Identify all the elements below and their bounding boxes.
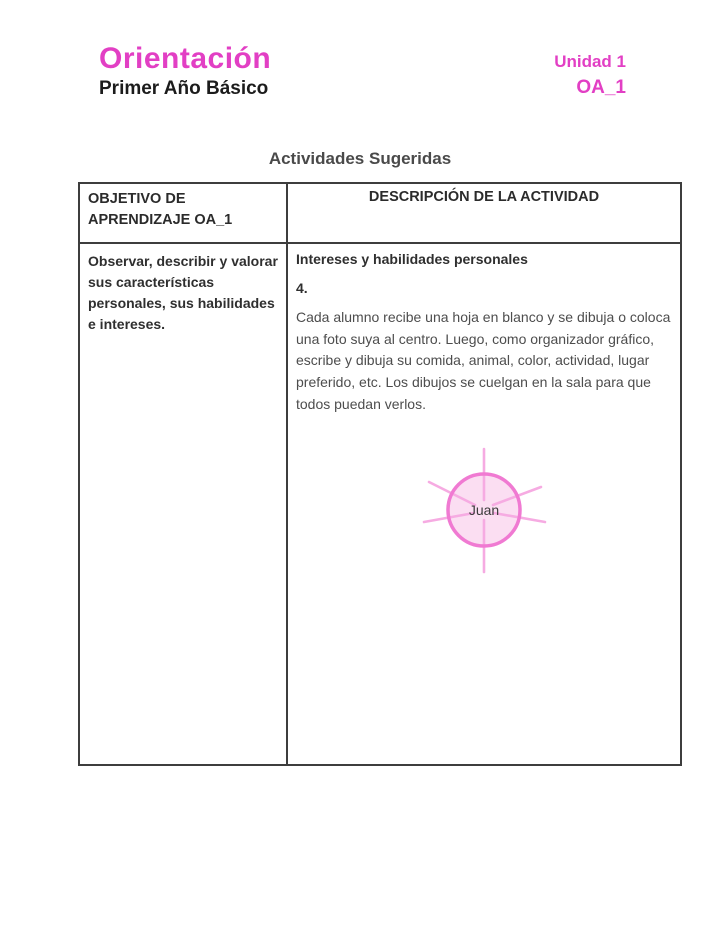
table-header-row [79, 183, 681, 243]
objective-text: Observar, describir y valorar sus características personales, sus habilidades e intereses. [88, 253, 278, 332]
header-left [99, 42, 271, 100]
sun-diagram-graphic [409, 441, 559, 583]
header-right [554, 52, 626, 99]
activities-table [78, 182, 682, 766]
objective-header-cell [79, 183, 287, 243]
sun-center-label: Juan [468, 502, 500, 519]
description-header-cell [287, 183, 681, 243]
unit-label: Unidad 1 [554, 52, 626, 71]
objective-cell [79, 243, 287, 765]
page-title: Actividades Sugeridas [268, 149, 452, 168]
subject-title: Orientación [99, 42, 272, 75]
description-cell [287, 243, 681, 765]
objective-header-label: OBJETIVO DE APRENDIZAJE OA_1 [88, 191, 233, 229]
activity-title: Intereses y habilidades personales [296, 251, 528, 267]
activity-number: 4. [296, 280, 308, 296]
sun-diagram [296, 441, 672, 588]
oa-code-label: OA_1 [576, 77, 626, 99]
description-header-label: DESCRIPCIÓN DE LA ACTIVIDAD [368, 189, 600, 205]
activity-description: Cada alumno recibe una hoja en blanco y se dibuja o coloca una foto suya al centro. Luego, como organizador gráfico, escribe y dibuja su comida, animal, color, actividad, lugar preferido, etc. Los dibujos se cuelgan en la sala para que todos puedan verlos. [296, 309, 671, 412]
table-body-row [79, 243, 681, 765]
grade-subtitle: Primer Año Básico [99, 78, 269, 99]
